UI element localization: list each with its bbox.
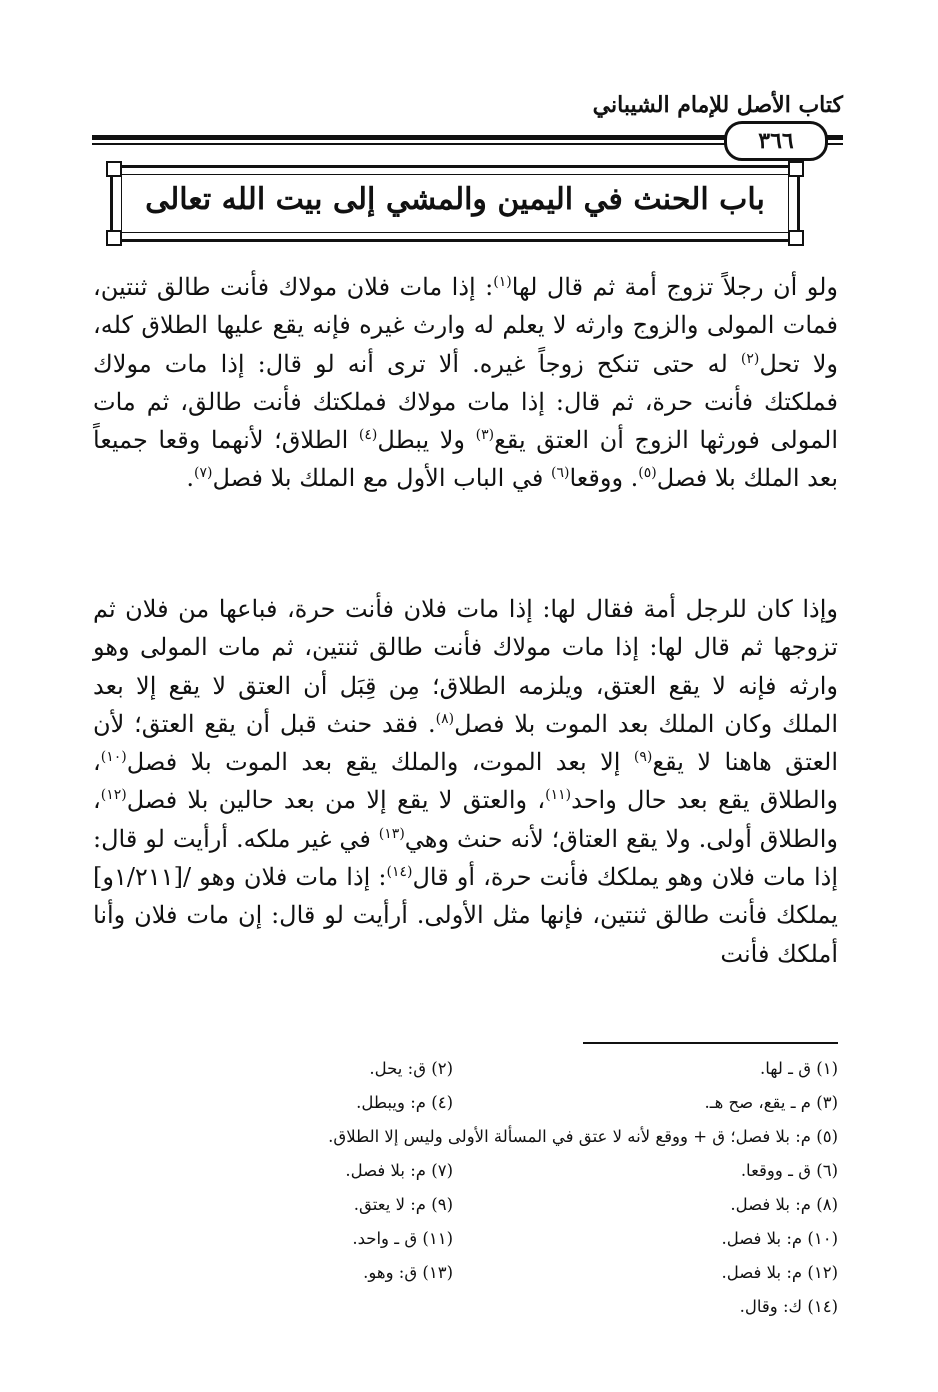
footnote-ref-13[interactable]: (١٣) (378, 825, 405, 842)
footnote-ref-7[interactable]: (٧) (194, 465, 213, 482)
footnote-ref-9[interactable]: (٩) (633, 749, 653, 766)
text-run: له حتى تنكح زوجاً غيره. ألا ترى أنه لو قال: إذا مات مولاك فملكتك فأنت حرة، ثم قال: إذا مات مولاك فملكتك فأنت طالق، ثم مات المولى فورثها الزوج أن العتق يقع (93, 349, 838, 455)
text-run: : إذا مات فلان مولاك فأنت طالق ثنتين، فمات المولى والزوج وارثه لا يعلم له وارث غيره فإنه يقع عليها الطلاق كله، ولا تحل (93, 273, 838, 378)
text-run: إلا بعد الموت، والملك يقع بعد الموت بلا فصل (126, 748, 634, 777)
footnote-6: (٦) ق ـ ووقعا. (740, 1161, 838, 1180)
footnote-ref-12[interactable]: (١٢) (100, 787, 127, 804)
footnote-ref-4[interactable]: (٤) (358, 427, 378, 444)
footnote-12: (١٢) م: بلا فصل. (721, 1263, 838, 1282)
frame-corner-ornament (788, 161, 804, 177)
text-run: ولو أن رجلاً تزوج أمة ثم قال لها (511, 273, 839, 301)
text-run: : إذا مات فلان وهو /[١/٢١١و] يملكك فأنت طالق ثنتين، فإنها مثل الأولى. أرأيت لو قال: إن مات فلان وأنا أملكك فأنت (93, 863, 838, 968)
footnote-ref-6[interactable]: (٦) (551, 465, 570, 482)
footnote-4: (٤) م: ويبطل. (356, 1093, 453, 1112)
frame-corner-ornament (106, 161, 122, 177)
text-run: . ووقعا (569, 464, 639, 493)
text-run: ولا يبطل (377, 426, 476, 455)
text-run: في الباب الأول مع الملك بلا فصل (212, 464, 552, 493)
footnote-row (93, 1086, 838, 1120)
footnote-row (93, 1222, 838, 1256)
footnote-ref-10[interactable]: (١٠) (100, 749, 127, 766)
footnotes (93, 1052, 838, 1324)
footnote-13: (١٣) ق: وهو. (363, 1263, 453, 1282)
footnote-ref-8[interactable]: (٨) (435, 710, 455, 727)
footnote-row (93, 1120, 838, 1154)
text-run: . (186, 464, 195, 493)
footnote-7: (٧) م: بلا فصل. (345, 1161, 453, 1180)
body-paragraph-2 (93, 590, 838, 973)
frame-corner-ornament (788, 230, 804, 246)
frame-corner-ornament (106, 230, 122, 246)
footnote-ref-3[interactable]: (٣) (475, 427, 495, 444)
footnote-5: (٥) م: بلا فصل؛ ق + ووقع لأنه لا عتق في المسألة الأولى وليس إلا الطلاق. (328, 1127, 838, 1146)
footnote-14: (١٤) ك: وقال. (739, 1297, 838, 1316)
footnote-1: (١) ق ـ لها. (759, 1059, 838, 1078)
footnote-row (93, 1188, 838, 1222)
text-run: ، والطلاق أولى. ولا يقع العتاق؛ لأنه حنث وهي (93, 786, 839, 853)
page-number: ٣٦٦ (724, 121, 828, 161)
text-run: في غير ملكه. أرأيت لو قال: إذا مات فلان وهو يملكك فأنت حرة، أو قال (93, 824, 838, 892)
footnote-9: (٩) م: لا يعتق. (353, 1195, 453, 1214)
footnote-8: (٨) م: بلا فصل. (730, 1195, 838, 1214)
footnote-3: (٣) م ـ يقع، صح هـ. (704, 1093, 838, 1112)
footnote-2: (٢) ق: يحل. (369, 1059, 453, 1078)
footnote-row (93, 1154, 838, 1188)
footnote-ref-2[interactable]: (٢) (740, 350, 760, 367)
footnote-ref-14[interactable]: (١٤) (386, 864, 413, 881)
chapter-title-frame (110, 165, 800, 242)
text-run: وإذا كان للرجل أمة فقال لها: إذا مات فلان فأنت حرة، فباعها من فلان ثم تزوجها ثم قال لها: إذا مات مولاك فأنت طالق ثنتين، ثم مات المولى وهو وارثه فإنه لا يقع العتق، ويلزمه الطلاق؛ مِن قِبَل أن العتق لا يقع إلا بعد الملك وكان الملك بعد الموت بلا فصل (93, 595, 839, 738)
body-paragraph-1 (93, 268, 838, 498)
footnote-10: (١٠) م: بلا فصل. (721, 1229, 838, 1248)
footnote-11: (١١) ق ـ واحد. (352, 1229, 453, 1248)
footnote-ref-11[interactable]: (١١) (545, 787, 572, 804)
text-run: ، والطلاق يقع بعد حال واحد (93, 748, 838, 815)
footnote-row (93, 1052, 838, 1086)
running-title: كتاب الأصل للإمام الشيباني (592, 92, 843, 118)
footnote-row (93, 1256, 838, 1290)
footnote-row (93, 1290, 838, 1324)
text-run: . فقد حنث قبل أن يقع العتق؛ لأن العتق هاهنا لا يقع (93, 709, 838, 777)
text-run: الطلاق؛ لأنهما وقعا جميعاً بعد الملك بلا فصل (93, 426, 838, 493)
footnote-ref-1[interactable]: (١) (493, 274, 512, 290)
chapter-title: باب الحنث في اليمين والمشي إلى بيت الله تعالى (145, 182, 765, 217)
text-run: ، والعتق لا يقع إلا من بعد حالين بلا فصل (126, 786, 546, 815)
footnote-ref-5[interactable]: (٥) (638, 465, 657, 482)
footnote-separator (583, 1042, 838, 1044)
